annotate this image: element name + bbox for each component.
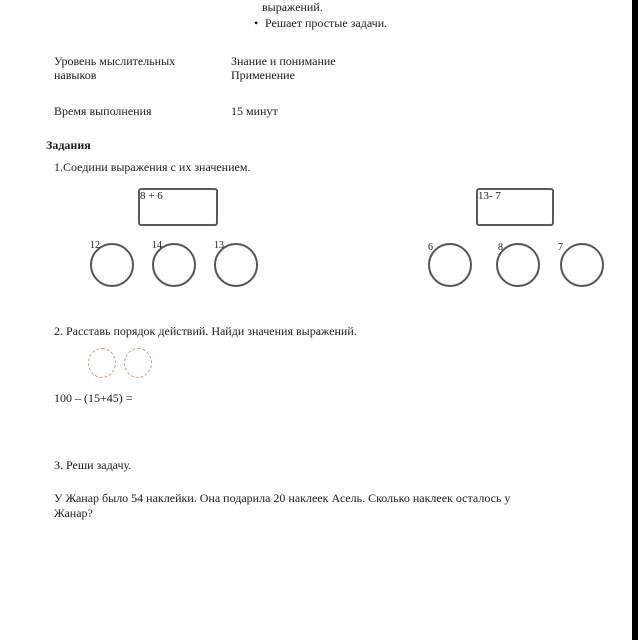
header-text-top: выражений.: [262, 0, 323, 14]
answer-circle-right-1: [428, 243, 472, 287]
level-label-line2: навыков: [54, 68, 97, 82]
expression-box-left: [138, 188, 218, 226]
dashed-circle-1: [88, 348, 116, 378]
level-value-line2: Применение: [231, 68, 295, 82]
answer-value-right-1: 6: [428, 242, 433, 253]
expression-left: 8 + 6: [140, 190, 163, 202]
time-label: Время выполнения: [54, 104, 152, 118]
task3-text-line2: Жанар?: [54, 506, 93, 520]
answer-value-right-3: 7: [558, 242, 563, 253]
expression-box-right: [476, 188, 554, 226]
dashed-circle-2: [124, 348, 152, 378]
header-text-solves: Решает простые задачи.: [265, 16, 388, 30]
page-edge: [632, 0, 638, 640]
time-value: 15 минут: [231, 104, 278, 118]
task2-expression: 100 – (15+45) =: [54, 391, 133, 405]
answer-value-right-2: 8: [498, 242, 503, 253]
answer-value-left-3: 13: [214, 240, 224, 251]
level-label-line1: Уровень мыслительных: [54, 54, 176, 68]
tasks-heading: Задания: [46, 138, 91, 152]
task2-prompt: 2. Расставь порядок действий. Найди значения выражений.: [54, 324, 357, 338]
expression-right: 13- 7: [478, 190, 501, 202]
task3-prompt: 3. Реши задачу.: [54, 458, 132, 472]
answer-value-left-1: 12: [90, 240, 100, 251]
level-value-line1: Знание и понимание: [231, 54, 336, 68]
task3-text-line1: У Жанар было 54 наклейки. Она подарила 20 наклеек Асель. Сколько наклеек осталось у: [54, 491, 511, 505]
task1-prompt: 1.Соедини выражения с их значением.: [54, 160, 251, 174]
answer-circle-right-3: [560, 243, 604, 287]
answer-value-left-2: 14: [152, 240, 162, 251]
bullet-icon: •: [254, 16, 259, 30]
